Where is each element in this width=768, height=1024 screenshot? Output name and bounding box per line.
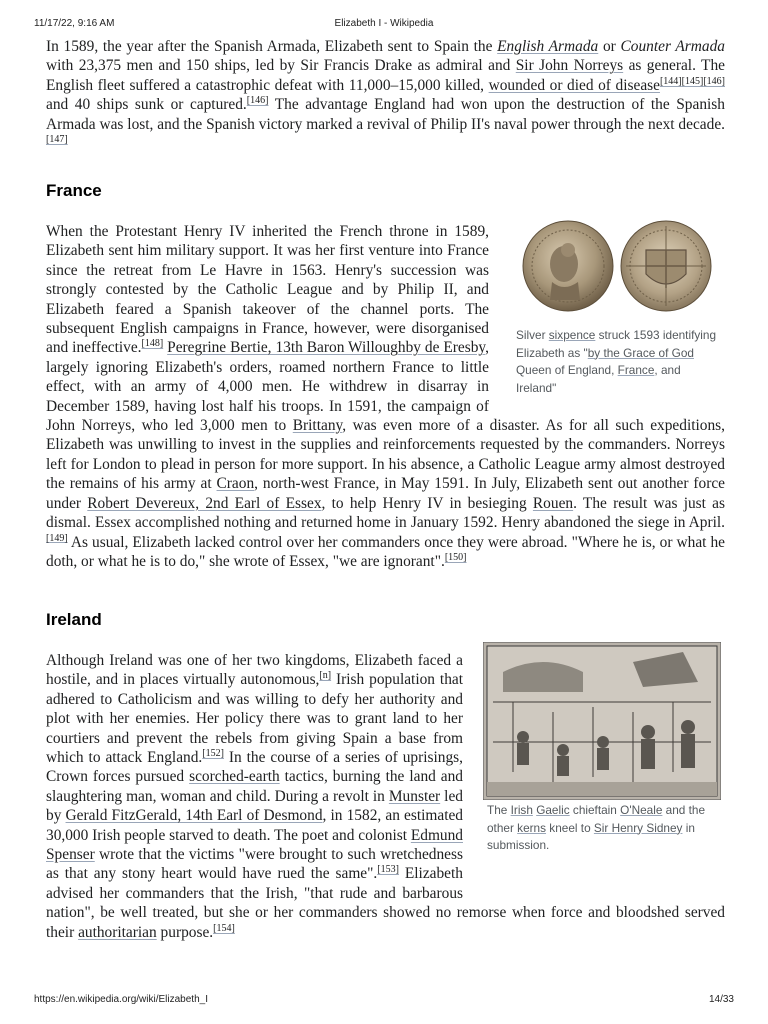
print-page-title: Elizabeth I - Wikipedia xyxy=(334,18,434,29)
ireland-float-spacer xyxy=(463,651,725,885)
print-footer xyxy=(0,994,768,1008)
link-scorched-earth[interactable]: scorched-earth xyxy=(189,768,280,786)
ref-149[interactable]: [149] xyxy=(46,532,68,544)
link-rouen[interactable]: Rouen xyxy=(532,494,574,512)
counter-armada-text: Counter Armada xyxy=(620,38,725,55)
caption-link-gaelic[interactable]: Gaelic xyxy=(536,803,570,817)
france-paragraph: When the Protestant Henry IV inherited the French throne in 1589, Elizabeth sent him military support. It was her first venture into France since the retreat from Le Havre in 1563. Henry's succession was strongly contested by the Catholic League and by Philip II, and Elizabeth feared a Spanish takeover of the channel ports. The subsequent English campaigns in France, however, were disorganised and ineffective.[148] Peregrine Bertie, 13th Baron Willoughby de Eresby, largely ignoring Elizabeth's orders, roamed northern France to little effect, with an army of 4,000 men. He withdrew in disarray in December 1589, having lost half his troops. In 1591, the campaign of John Norreys, who led 3,000 men to Brittany, was even more of a disaster. As for all such expeditions, Elizabeth was unwilling to invest in the supplies and reinforcements requested by the commanders. Norreys left for London to plead in person for more support. In his absence, a Catholic League army almost destroyed the remains of his army at Craon, north-west France, in May 1591. In July, Elizabeth sent out another force under Robert Devereux, 2nd Earl of Essex, to help Henry IV in besieging Rouen. The result was just as dismal. Essex accomplished nothing and returned home in January 1592. Henry abandoned the siege in April.[149] As usual, Elizabeth lacked control over her commanders once they were abroad. "Where he is, or what he doth, or what he is to do," she wrote of Essex, "we are ignorant".[150] xyxy=(46,223,726,570)
print-timestamp: 11/17/22, 9:16 AM xyxy=(34,18,115,29)
ref-144[interactable]: [144] xyxy=(659,75,682,87)
caption-link-oneale[interactable]: O'Neale xyxy=(620,803,663,817)
link-brittany[interactable]: Brittany xyxy=(292,417,343,435)
link-munster[interactable]: Munster xyxy=(388,787,441,805)
ref-153[interactable]: [153] xyxy=(377,864,399,876)
ref-145[interactable]: [145] xyxy=(681,75,704,87)
caption-link-kerns[interactable]: kerns xyxy=(517,820,547,835)
woodcut-caption: The Irish Gaelic chieftain O'Neale and the other kerns kneel to Sir Henry Sidney in submission. xyxy=(487,803,706,852)
link-john-norreys[interactable]: Sir John Norreys xyxy=(515,57,624,75)
ireland-heading: Ireland xyxy=(46,610,102,629)
ref-150[interactable]: [150] xyxy=(444,551,467,563)
caption-link-henry-sidney[interactable]: Sir Henry Sidney xyxy=(593,820,683,835)
link-english-armada[interactable]: English Armada xyxy=(497,38,599,55)
print-header xyxy=(0,18,768,32)
ref-146[interactable]: [146] xyxy=(703,75,725,87)
print-page-number: 14/33 xyxy=(708,994,734,1005)
caption-link-grace-of-god[interactable]: by the Grace of God xyxy=(587,345,694,360)
link-craon[interactable]: Craon xyxy=(216,475,255,493)
caption-link-irish[interactable]: Irish xyxy=(510,803,533,817)
caption-link-sixpence[interactable]: sixpence xyxy=(548,328,596,342)
link-wounded-or-died[interactable]: wounded or died of disease xyxy=(488,76,660,94)
coin-caption: Silver sixpence struck 1593 identifying Elizabeth as "by the Grace of God Queen of England, France, and Ireland" xyxy=(516,328,717,395)
ireland-section xyxy=(46,651,725,942)
link-gerald-fitzgerald[interactable]: Gerald FitzGerald, 14th Earl of Desmond xyxy=(65,807,323,825)
caption-link-france[interactable]: France xyxy=(617,363,655,377)
link-robert-devereux[interactable]: Robert Devereux, 2nd Earl of Essex xyxy=(87,494,322,512)
ref-154[interactable]: [154] xyxy=(213,922,235,934)
ref-152[interactable]: [152] xyxy=(202,747,224,759)
link-edmund-spenser[interactable]: Edmund Spenser xyxy=(46,826,463,864)
france-float-spacer xyxy=(489,222,725,408)
france-section xyxy=(46,222,725,571)
link-authoritarian[interactable]: authoritarian xyxy=(78,923,157,941)
ref-148[interactable]: [148] xyxy=(141,338,164,350)
armada-paragraph: In 1589, the year after the Spanish Armada, Elizabeth sent to Spain the English Armada or Counter Armada with 23,375 men and 150 ships, led by Sir Francis Drake as admiral and Sir John Norreys as general. The English fleet suffered a catastrophic defeat with 11,000–15,000 killed, wounded or died of disease[144][145][146] and 40 ships sunk or captured.[146] The advantage England had won upon the destruction of the Spanish Armada was lost, and the Spanish victory marked a revival of Philip II's naval power through the next decade.[147] xyxy=(46,38,725,145)
ref-n[interactable]: [n] xyxy=(319,670,332,682)
france-heading: France xyxy=(46,181,102,200)
ref-146b[interactable]: [146] xyxy=(246,95,269,107)
print-url: https://en.wikipedia.org/wiki/Elizabeth_I xyxy=(34,994,208,1005)
ireland-paragraph: Although Ireland was one of her two kingdoms, Elizabeth faced a hostile, and in places virtually autonomous,[n] Irish population that adhered to Catholicism and was willing to defy her authority and plot with her enemies. Her policy there was to grant land to her courtiers and prevent the rebels from giving Spain a base from which to attack England.[152] In the course of a series of uprisings, Crown forces pursued scorched-earth tactics, burning the land and slaughtering man, woman and child. During a revolt in Munster led by Gerald FitzGerald, 14th Earl of Desmond, in 1582, an estimated 30,000 Irish people starved to death. The poet and colonist Edmund Spenser wrote that the victims "were brought to such wretchedness as that any stony heart would have rued the same".[153] Elizabeth advised her commanders that the Irish, "that rude and barbarous nation", be well treated, but she or her commanders showed no remorse when force and bloodshed served their authoritarian purpose.[154] xyxy=(46,652,725,941)
link-peregrine-bertie[interactable]: Peregrine Bertie, 13th Baron Willoughby de Eresby xyxy=(167,339,486,357)
ref-147[interactable]: [147] xyxy=(46,133,68,145)
